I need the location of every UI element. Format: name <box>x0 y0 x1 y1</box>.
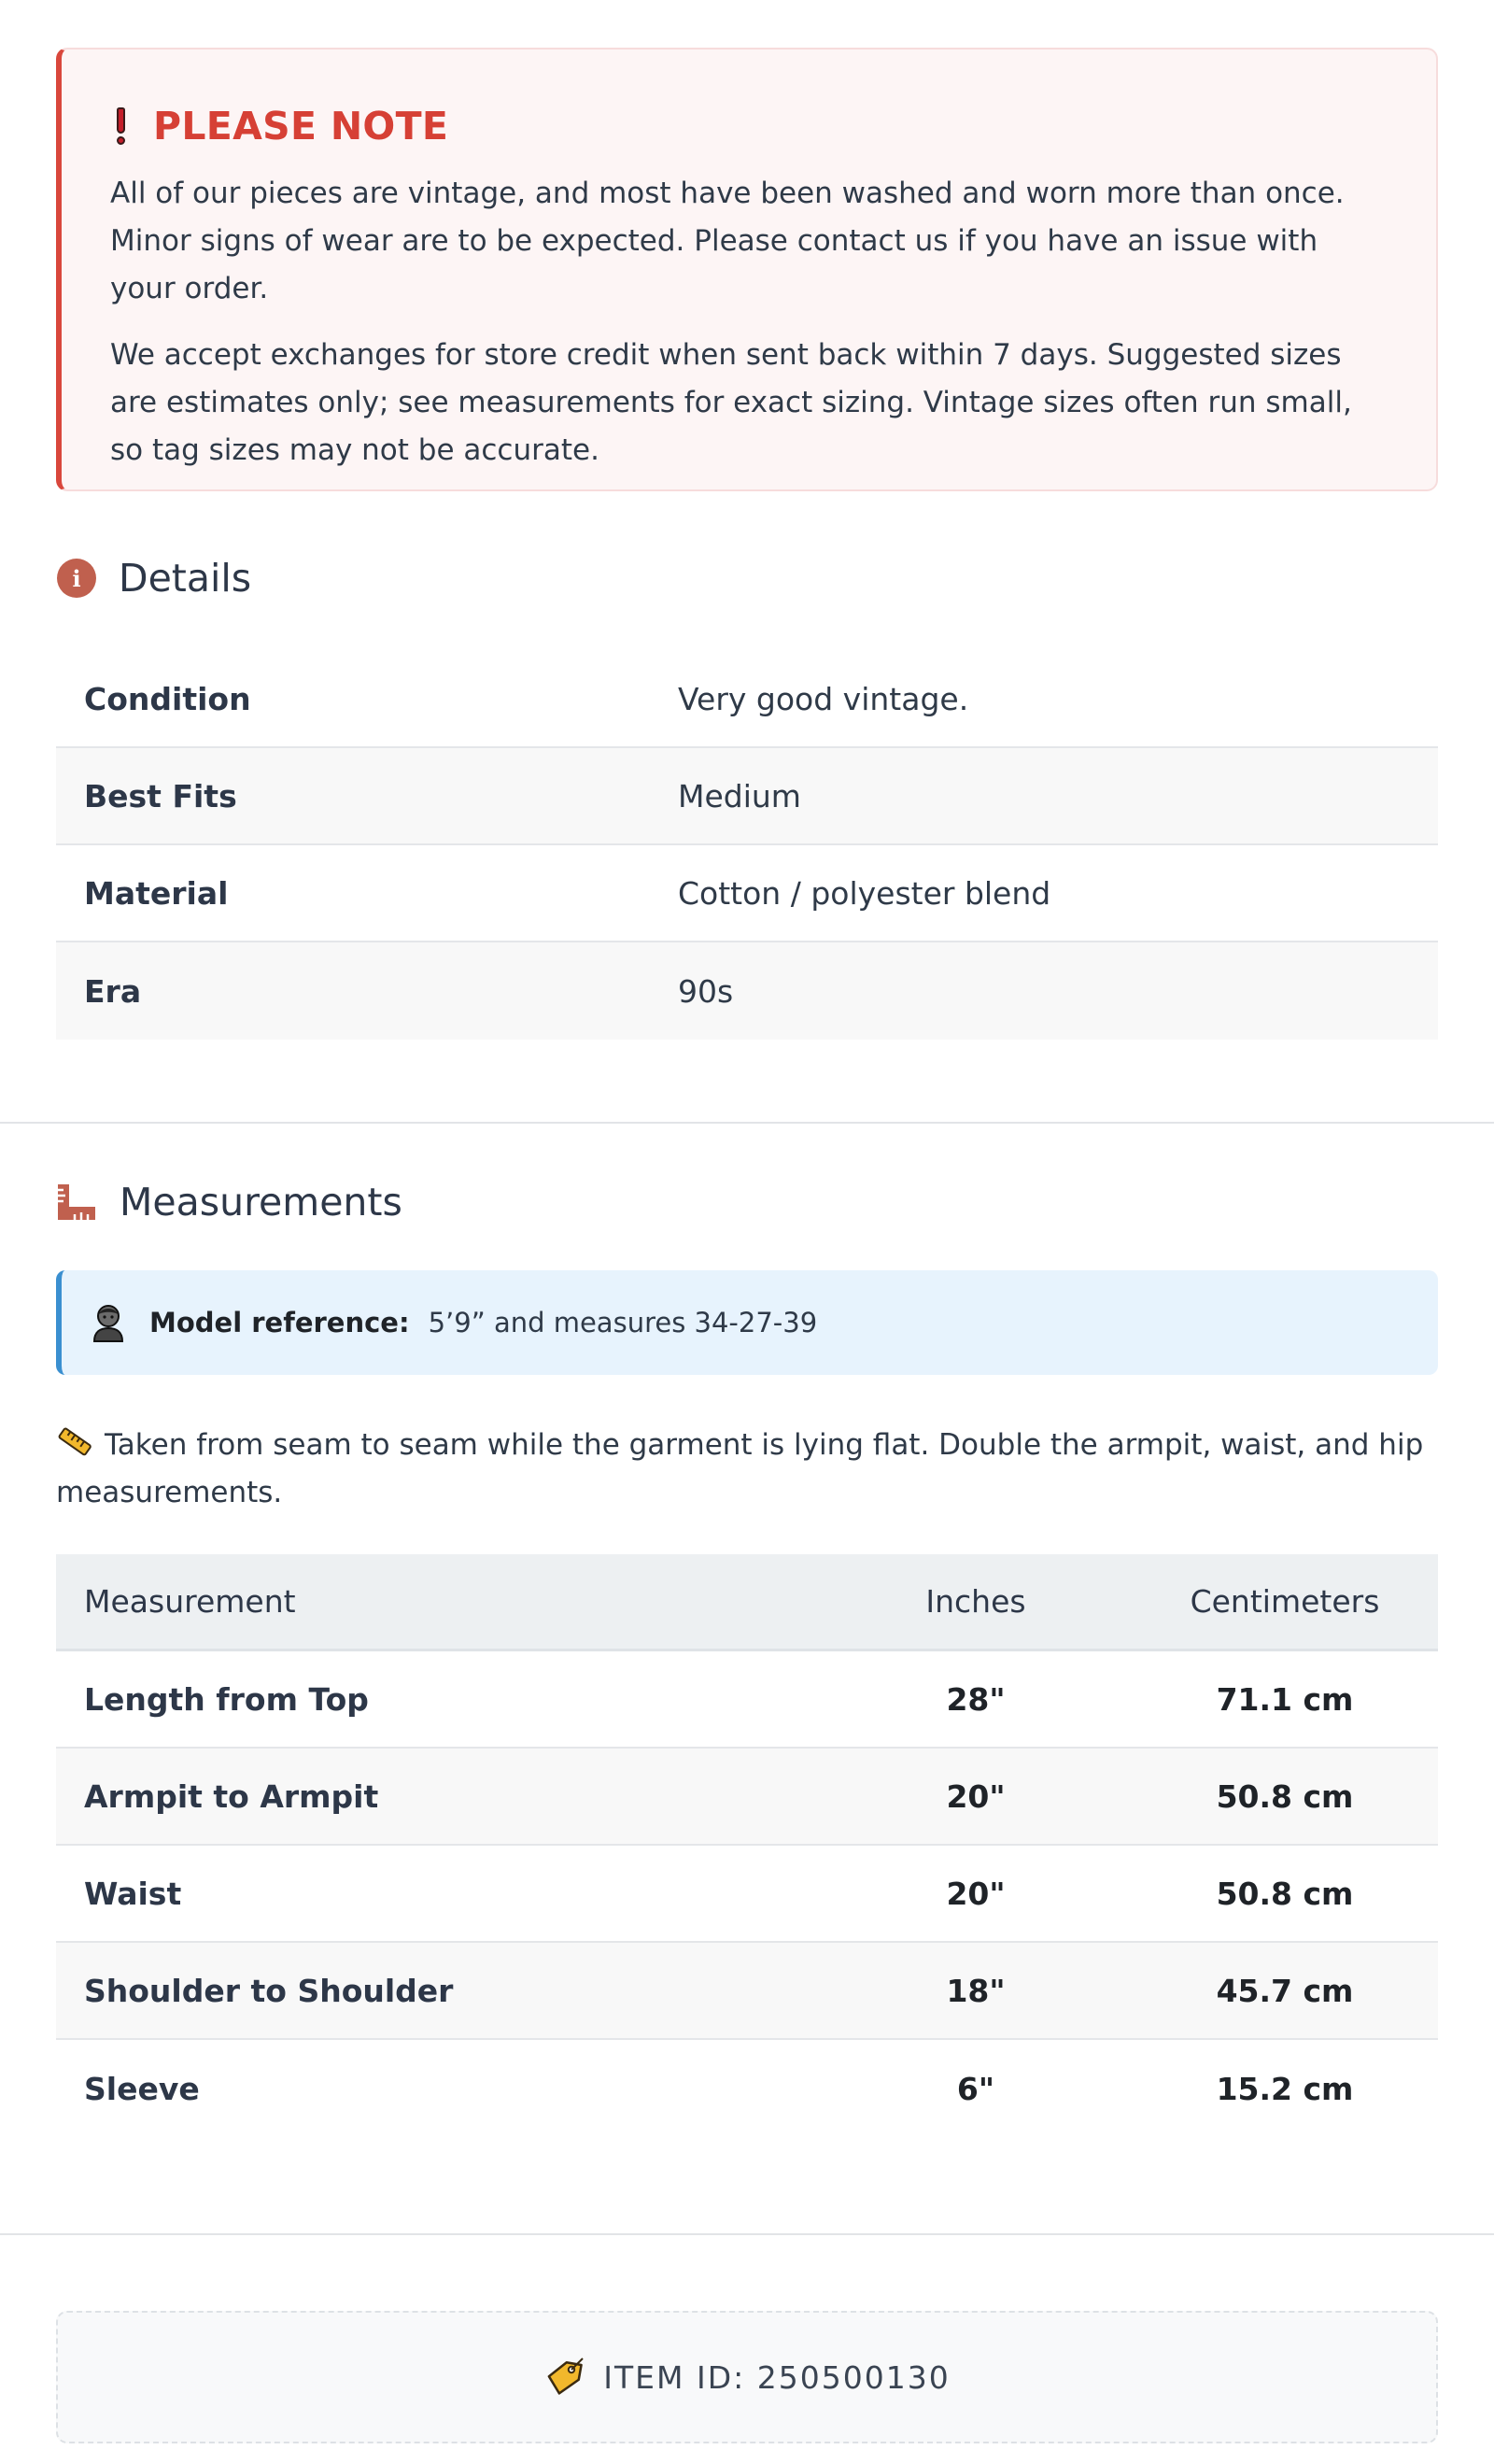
please-note-box <box>56 48 1438 491</box>
section-divider <box>0 1122 1494 1124</box>
model-reference-box <box>56 1270 1438 1375</box>
note-title <box>110 104 1388 149</box>
item-id-text: ITEM ID: 250500130 <box>603 2358 951 2396</box>
table-row <box>56 1749 1438 1846</box>
note-paragraph-1: All of our pieces are vintage, and most have been washed and worn more than once. Minor signs of wear are to be expected. Please contact us if you have an issue with your order. <box>110 177 1345 305</box>
details-value: Medium <box>678 777 801 814</box>
measurement-instruction <box>56 1422 1438 1517</box>
table-row <box>56 1943 1438 2040</box>
measurement-name: Waist <box>84 1875 182 1912</box>
exclamation-icon <box>112 107 129 145</box>
info-icon: i <box>57 559 96 598</box>
details-label: Best Fits <box>84 777 237 814</box>
model-reference-value: 5’9” and measures 34-27-39 <box>428 1307 818 1338</box>
header-measurement: Measurement <box>84 1583 296 1620</box>
measurement-inches: 6" <box>956 2070 995 2107</box>
details-row <box>56 942 1438 1040</box>
details-label: Era <box>84 972 142 1010</box>
note-title-text: PLEASE NOTE <box>153 104 449 149</box>
pencil-icon <box>56 1426 95 1458</box>
section-divider <box>0 2233 1494 2235</box>
measurement-cm: 50.8 cm <box>1216 1777 1354 1815</box>
measurement-cm: 71.1 cm <box>1216 1680 1354 1718</box>
details-table <box>56 651 1438 1040</box>
measurement-inches: 20" <box>946 1777 1006 1815</box>
header-centimeters: Centimeters <box>1190 1583 1380 1620</box>
details-row <box>56 748 1438 845</box>
details-value: 90s <box>678 972 734 1010</box>
measurement-name: Armpit to Armpit <box>84 1777 379 1815</box>
measurement-cm: 15.2 cm <box>1216 2070 1354 2107</box>
header-inches: Inches <box>925 1583 1026 1620</box>
measurement-inches: 18" <box>946 1972 1006 2009</box>
measurement-cm: 45.7 cm <box>1216 1972 1354 2009</box>
details-row <box>56 845 1438 942</box>
details-value: Very good vintage. <box>678 680 969 717</box>
model-reference-label: Model reference: <box>149 1307 410 1338</box>
details-title: Details <box>119 556 252 601</box>
table-header <box>56 1554 1438 1651</box>
measurement-instruction-text: Taken from seam to seam while the garment is lying flat. Double the armpit, waist, and hip measurements. <box>56 1428 1424 1509</box>
details-label: Condition <box>84 680 251 717</box>
table-row <box>56 2040 1438 2137</box>
details-value: Cotton / polyester blend <box>678 874 1051 912</box>
measurements-heading <box>56 1174 1438 1230</box>
measurement-cm: 50.8 cm <box>1216 1875 1354 1912</box>
details-row <box>56 651 1438 748</box>
item-id-box <box>56 2311 1438 2443</box>
measurement-name: Sleeve <box>84 2070 200 2107</box>
table-row <box>56 1651 1438 1749</box>
measurement-inches: 28" <box>946 1680 1006 1718</box>
measurements-table <box>56 1554 1438 2137</box>
measurement-name: Length from Top <box>84 1680 369 1718</box>
tag-icon <box>543 2357 585 2398</box>
table-row <box>56 1846 1438 1943</box>
details-heading <box>56 550 1438 606</box>
measurement-name: Shoulder to Shoulder <box>84 1972 454 2009</box>
measurements-title: Measurements <box>120 1180 402 1225</box>
note-paragraph-2: We accept exchanges for store credit when sent back within 7 days. Suggested sizes are estimates only; see measurements for exact sizing. Vintage sizes often run small, so tag sizes may not be accurate. <box>110 338 1352 467</box>
measurement-inches: 20" <box>946 1875 1006 1912</box>
person-icon <box>92 1303 125 1342</box>
ruler-icon <box>56 1182 97 1222</box>
details-label: Material <box>84 874 229 912</box>
